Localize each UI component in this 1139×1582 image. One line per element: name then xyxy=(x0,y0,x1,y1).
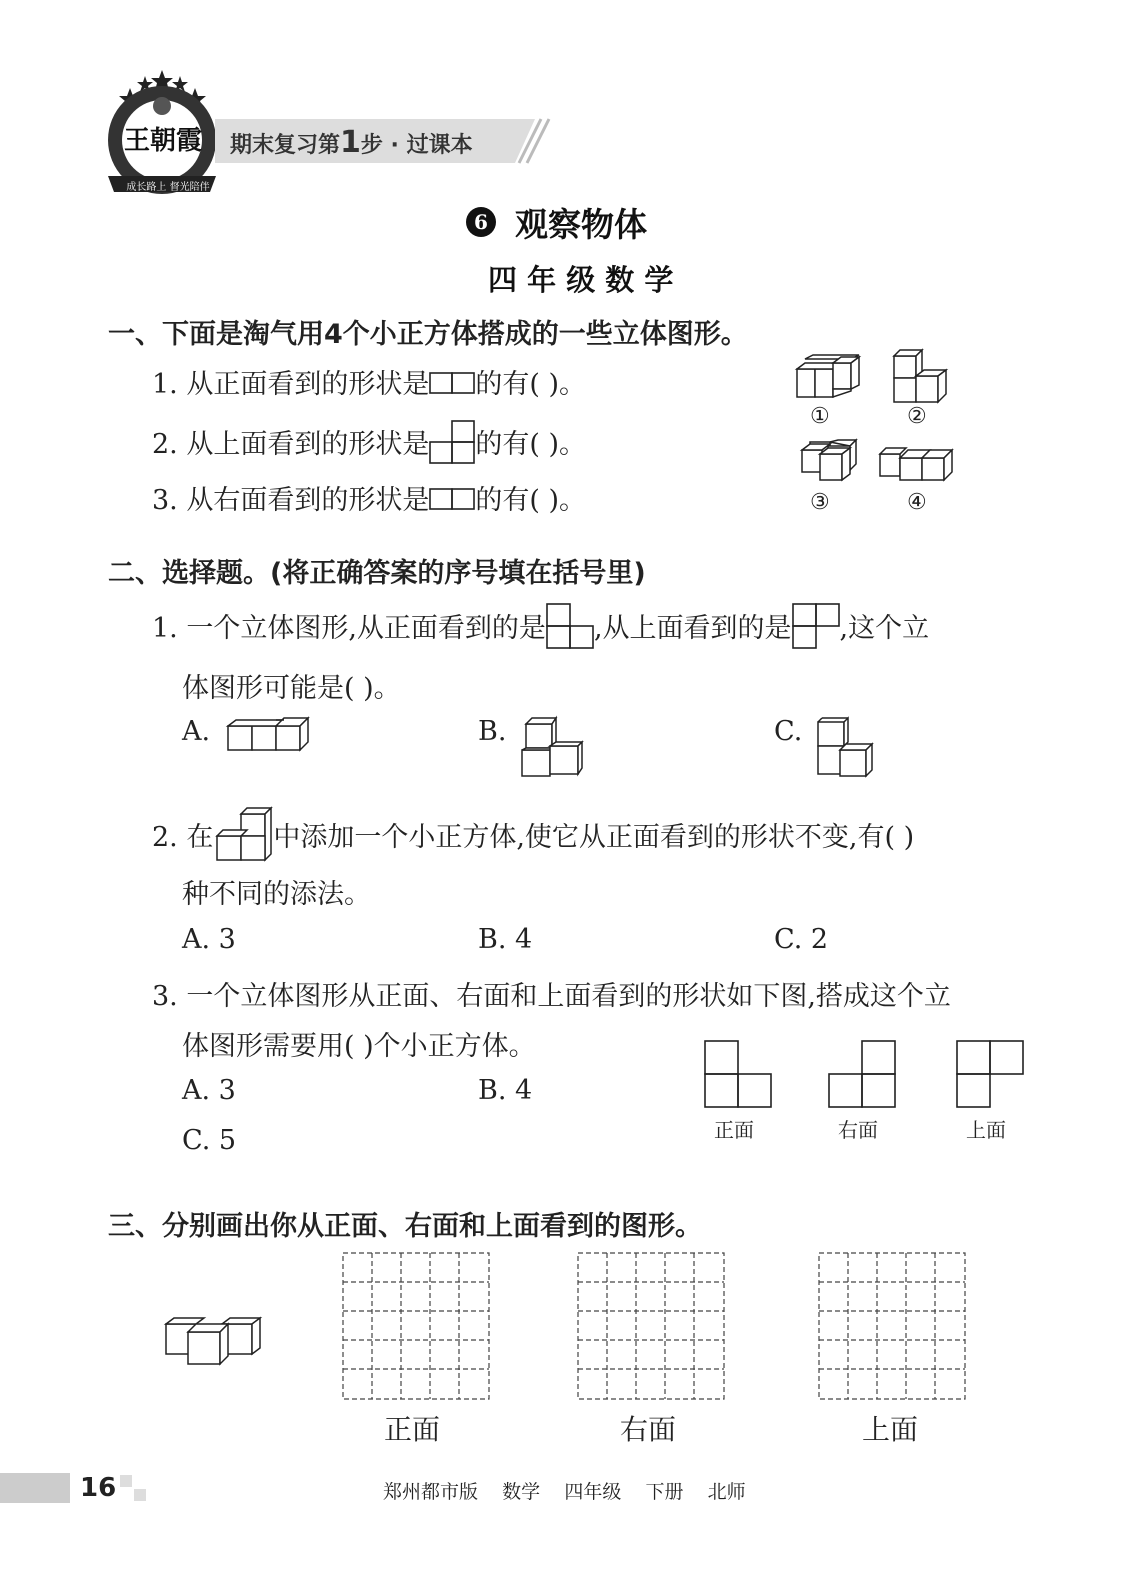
s1-item-2-text: 2. 从上面看到的形状是 xyxy=(152,429,430,460)
section3-heading: 三、分别画出你从正面、右面和上面看到的图形。 xyxy=(108,1211,702,1242)
figure-label-1: ① xyxy=(810,404,830,429)
chapter-number: 6 xyxy=(474,210,488,234)
cube-figure-1 xyxy=(795,355,860,400)
s2-q3-front-view xyxy=(704,1040,774,1110)
s2-q2-text-b: 中添加一个小正方体,使它从正面看到的形状不变,有( ) xyxy=(273,822,915,853)
s2-q2-option-a: A. 3 xyxy=(182,924,236,955)
s2-q3-top-label: 上面 xyxy=(966,1118,1006,1142)
s3-grid-label-front: 正面 xyxy=(384,1413,441,1446)
s1-item-3 xyxy=(152,478,586,517)
top-view-shape xyxy=(792,603,840,656)
top-view-shape xyxy=(429,420,475,471)
cube-figure-3 xyxy=(798,440,860,484)
s2-q1-option-b: B. xyxy=(478,716,507,747)
section2-heading: 二、选择题。(将正确答案的序号填在括号里) xyxy=(108,558,646,589)
s2-q1-text-b: ,从上面看到的是 xyxy=(593,613,792,644)
s1-item-2-answer: 的有( )。 xyxy=(475,429,586,460)
footer-edition: 郑州都市版 数学 四年级 下册 北师 xyxy=(383,1481,746,1503)
s3-drawing-grid-front[interactable] xyxy=(342,1252,490,1400)
s3-grid-label-right: 右面 xyxy=(620,1413,677,1446)
s2-q1-text-a: 1. 一个立体图形,从正面看到的是 xyxy=(152,613,546,644)
s3-drawing-grid-top[interactable] xyxy=(818,1252,966,1400)
section1-heading: 一、下面是淘气用4个小正方体搭成的一些立体图形。 xyxy=(108,319,748,350)
s2-q1-option-b-cubes xyxy=(520,716,586,778)
s2-q3-line1: 3. 一个立体图形从正面、右面和上面看到的形状如下图,搭成这个立 xyxy=(152,981,951,1012)
figure-label-3: ③ xyxy=(810,490,830,515)
q2-cube-shape xyxy=(213,806,273,871)
s1-item-1-answer: 的有( )。 xyxy=(475,369,586,400)
figure-label-4: ④ xyxy=(907,490,927,515)
s1-item-1 xyxy=(152,362,586,401)
s2-q1-option-c-cubes xyxy=(814,716,876,778)
s3-cube-figure xyxy=(162,1312,268,1368)
footer-bar xyxy=(0,1473,70,1503)
s2-q2-option-b: B. 4 xyxy=(478,924,533,955)
s2-q1-line2: 体图形可能是( )。 xyxy=(182,673,401,704)
s2-q1-option-a: A. xyxy=(182,716,211,747)
logo-slogan: 成长路上 督光陪伴 xyxy=(126,182,210,193)
s3-grid-label-top: 上面 xyxy=(862,1413,919,1446)
s2-q1-option-c: C. xyxy=(774,716,803,747)
chapter-number-badge xyxy=(466,207,496,237)
header-banner-text xyxy=(230,125,473,160)
cube-figure-2 xyxy=(890,348,955,406)
two-square-shape xyxy=(429,486,475,517)
s2-q3-right-view xyxy=(828,1040,898,1110)
logo-name: 王朝霞 xyxy=(123,126,202,156)
banner-number: 1 xyxy=(340,125,361,160)
s1-item-1-text: 1. 从正面看到的形状是 xyxy=(152,369,430,400)
s2-q1-option-a-cubes xyxy=(226,716,318,754)
two-square-shape xyxy=(429,370,475,401)
front-view-shape xyxy=(546,603,594,656)
s2-q1-text-c: ,这个立 xyxy=(839,613,930,644)
s2-q2-text-a: 2. 在 xyxy=(152,822,214,853)
s2-q3-right-label: 右面 xyxy=(838,1118,878,1142)
banner-suffix: 步 · 过课本 xyxy=(360,133,473,158)
footer-squares xyxy=(120,1475,150,1505)
s2-q2-option-c: C. 2 xyxy=(774,924,829,955)
s2-q3-line2: 体图形需要用( )个小正方体。 xyxy=(182,1031,536,1062)
s2-q2-line1 xyxy=(152,806,914,871)
s2-q3-option-c: C. 5 xyxy=(182,1125,237,1156)
subtitle: 四 年 级 数 学 xyxy=(488,263,674,297)
s2-q1-line1 xyxy=(152,603,929,656)
s1-item-2 xyxy=(152,420,586,471)
s1-item-3-text: 3. 从右面看到的形状是 xyxy=(152,485,430,516)
figure-label-2: ② xyxy=(907,404,927,429)
page-number: 16 xyxy=(80,1473,117,1503)
chapter-title: 观察物体 xyxy=(515,205,647,244)
s3-drawing-grid-right[interactable] xyxy=(577,1252,725,1400)
banner-prefix: 期末复习第 xyxy=(230,133,341,158)
s2-q3-option-b: B. 4 xyxy=(478,1075,533,1106)
s1-item-3-answer: 的有( )。 xyxy=(475,485,586,516)
cube-figure-4 xyxy=(878,444,956,484)
s2-q3-top-view xyxy=(956,1040,1026,1110)
s2-q3-option-a: A. 3 xyxy=(182,1075,236,1106)
s2-q3-front-label: 正面 xyxy=(714,1118,754,1142)
s2-q2-line2: 种不同的添法。 xyxy=(182,879,371,910)
